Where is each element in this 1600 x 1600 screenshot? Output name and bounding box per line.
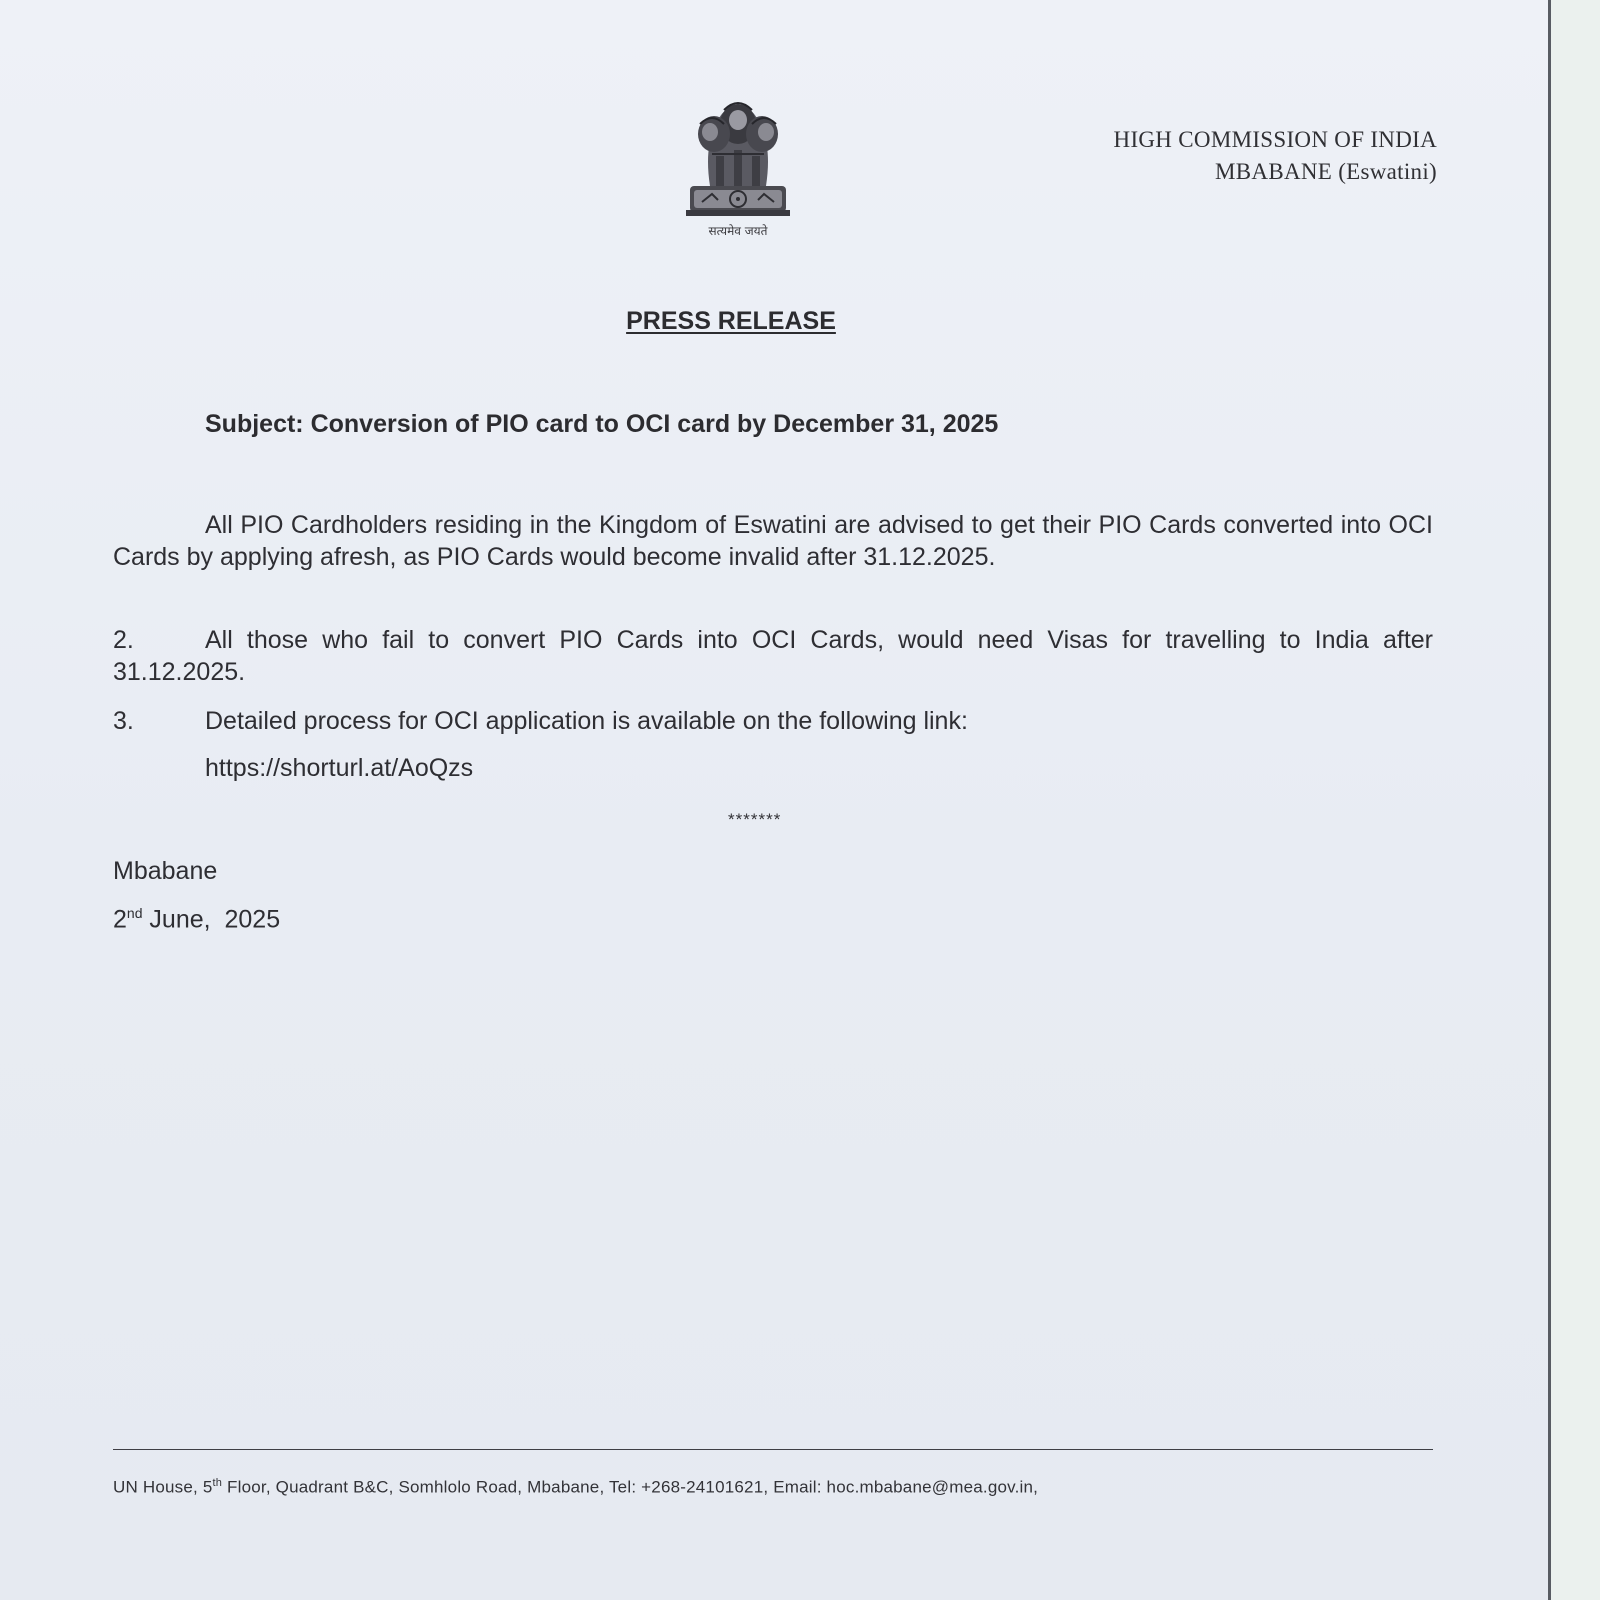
paragraph-3-number: 3.: [113, 707, 134, 735]
document-subject: Subject: Conversion of PIO card to OCI card by December 31, 2025: [205, 410, 999, 438]
paragraph-2: [113, 624, 1433, 688]
issue-place: Mbabane: [113, 857, 218, 885]
paragraph-2-text: All those who fail to convert PIO Cards into OCI Cards, would need Visas for travelling to India after 31.12.2025.: [113, 626, 1433, 686]
issue-date: [113, 905, 280, 934]
footer-address-part2: Floor, Quadrant B&C, Somhlolo Road, Mbabane, Tel: +268-24101621, Email: hoc.mbabane@mea.gov.in,: [222, 1477, 1039, 1497]
date-suffix: nd: [126, 905, 143, 921]
date-rest: June, 2025: [142, 905, 281, 934]
paragraph-2-number: 2.: [113, 626, 134, 654]
office-location: MBABANE (Eswatini): [1215, 159, 1437, 184]
date-day: 2: [113, 905, 127, 934]
paragraph-1: All PIO Cardholders residing in the Kingdom of Eswatini are advised to get their PIO Cards converted into OCI Cards by applying afresh, as PIO Cards would become invalid after 31.12.2025.: [113, 511, 1433, 571]
footer-divider: [113, 1449, 1433, 1450]
letterhead-office: [1114, 124, 1437, 188]
paragraph-3-text: Detailed process for OCI application is available on the following link:: [205, 707, 968, 735]
document-title: PRESS RELEASE: [626, 307, 836, 335]
emblem-motto: सत्यमेव जयते: [708, 224, 768, 238]
footer-address-sup: th: [212, 1477, 223, 1489]
oci-application-link[interactable]: https://shorturl.at/AoQzs: [205, 754, 474, 782]
section-separator: *******: [728, 810, 782, 829]
scan-edge: [1548, 0, 1600, 1600]
footer-address: [113, 1477, 1038, 1498]
office-name: HIGH COMMISSION OF INDIA: [1113, 127, 1437, 152]
footer-address-part1: UN House, 5: [113, 1477, 213, 1497]
paragraph-3: [113, 705, 1433, 737]
national-emblem-icon: [676, 90, 800, 242]
